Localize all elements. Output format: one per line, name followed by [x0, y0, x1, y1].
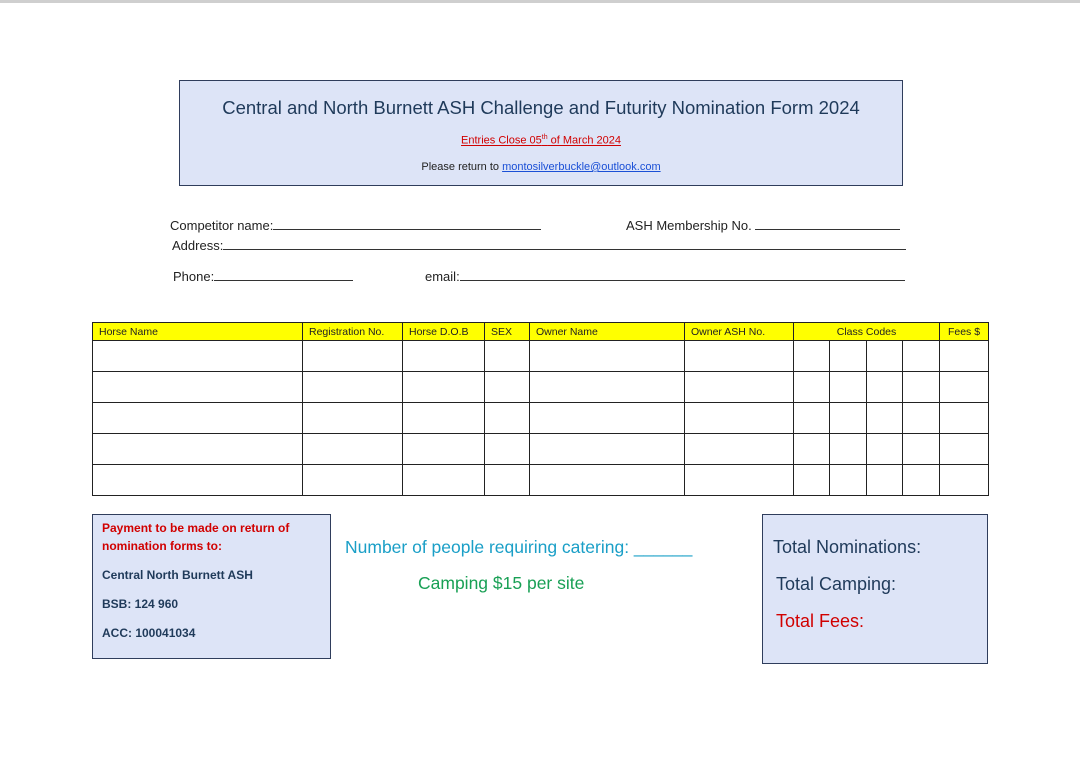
col-owner-name: Owner Name [530, 323, 685, 341]
table-cell[interactable] [93, 341, 303, 372]
table-cell[interactable] [403, 434, 485, 465]
table-cell[interactable] [93, 465, 303, 496]
table-cell[interactable] [93, 403, 303, 434]
table-cell[interactable] [830, 403, 867, 434]
table-cell[interactable] [830, 465, 867, 496]
table-cell[interactable] [303, 465, 403, 496]
col-sex: SEX [485, 323, 530, 341]
table-body [93, 341, 989, 496]
membership-field[interactable] [626, 216, 900, 233]
email-line[interactable] [460, 267, 905, 281]
table-cell[interactable] [485, 403, 530, 434]
table-cell[interactable] [830, 341, 867, 372]
table-row [93, 434, 989, 465]
phone-label: Phone: [173, 269, 215, 284]
table-cell[interactable] [903, 403, 940, 434]
col-fees: Fees $ [940, 323, 989, 341]
table-cell[interactable] [303, 372, 403, 403]
table-cell[interactable] [867, 341, 903, 372]
col-horse-name: Horse Name [93, 323, 303, 341]
entries-close-sup: th [541, 134, 548, 141]
table-cell[interactable] [93, 372, 303, 403]
phone-field[interactable] [173, 267, 353, 284]
table-cell[interactable] [867, 434, 903, 465]
table-cell[interactable] [794, 403, 830, 434]
table-header-row [93, 323, 989, 341]
membership-label: ASH Membership No. [626, 218, 752, 233]
table-row [93, 341, 989, 372]
table-cell[interactable] [685, 341, 794, 372]
horse-nomination-table [92, 322, 989, 496]
table-cell[interactable] [530, 434, 685, 465]
membership-line[interactable] [755, 216, 900, 230]
table-cell[interactable] [940, 372, 989, 403]
table-cell[interactable] [794, 434, 830, 465]
table-cell[interactable] [940, 465, 989, 496]
table-cell[interactable] [530, 372, 685, 403]
competitor-name-line[interactable] [273, 216, 541, 230]
return-instructions [180, 161, 902, 173]
table-cell[interactable] [940, 341, 989, 372]
return-label: Please return to [421, 161, 503, 173]
table-cell[interactable] [303, 434, 403, 465]
table-row [93, 403, 989, 434]
table-cell[interactable] [403, 465, 485, 496]
form-header [179, 80, 903, 186]
table-cell[interactable] [867, 372, 903, 403]
return-email-link[interactable]: montosilverbuckle@outlook.com [502, 161, 661, 173]
col-dob: Horse D.O.B [403, 323, 485, 341]
camping-price-note: Camping $15 per site [418, 573, 585, 593]
email-label: email: [425, 269, 460, 284]
table-row [93, 372, 989, 403]
entries-close-prefix: Entries Close 05 [461, 134, 542, 147]
totals-box [762, 514, 988, 664]
table-cell[interactable] [485, 434, 530, 465]
table-cell[interactable] [530, 403, 685, 434]
table-cell[interactable] [303, 341, 403, 372]
table-cell[interactable] [867, 403, 903, 434]
table-cell[interactable] [485, 372, 530, 403]
table-cell[interactable] [303, 403, 403, 434]
address-field[interactable] [172, 236, 906, 253]
form-title: Central and North Burnett ASH Challenge and Futurity Nomination Form 2024 [222, 97, 860, 118]
payment-details-box [92, 514, 331, 659]
entries-close-suffix: of March 2024 [547, 134, 621, 147]
table-cell[interactable] [93, 434, 303, 465]
table-cell[interactable] [530, 465, 685, 496]
payment-bsb: BSB: 124 960 [102, 597, 179, 611]
table-cell[interactable] [485, 465, 530, 496]
table-cell[interactable] [867, 465, 903, 496]
col-registration: Registration No. [303, 323, 403, 341]
payment-account-name: Central North Burnett ASH [102, 568, 253, 582]
payment-heading-line1: Payment to be made on return of [102, 521, 290, 535]
table-cell[interactable] [685, 465, 794, 496]
table-cell[interactable] [685, 434, 794, 465]
table-row [93, 465, 989, 496]
phone-line[interactable] [214, 267, 353, 281]
table-cell[interactable] [903, 465, 940, 496]
address-label: Address: [172, 238, 224, 253]
total-camping-label: Total Camping: [776, 574, 897, 594]
table-cell[interactable] [403, 341, 485, 372]
table-cell[interactable] [403, 372, 485, 403]
table-cell[interactable] [403, 403, 485, 434]
catering-count-field[interactable]: Number of people requiring catering: ______ [345, 537, 693, 557]
total-nominations-label: Total Nominations: [773, 537, 922, 557]
table-cell[interactable] [794, 465, 830, 496]
table-cell[interactable] [794, 372, 830, 403]
email-field[interactable] [425, 267, 905, 284]
entries-close-notice [180, 134, 902, 147]
top-border [0, 0, 1080, 3]
competitor-name-label: Competitor name: [170, 218, 274, 233]
table-cell[interactable] [830, 372, 867, 403]
col-owner-ash: Owner ASH No. [685, 323, 794, 341]
table-cell[interactable] [903, 341, 940, 372]
payment-heading-line2: nomination forms to: [102, 539, 222, 553]
table-cell[interactable] [830, 434, 867, 465]
table-cell[interactable] [940, 403, 989, 434]
table-cell[interactable] [903, 372, 940, 403]
table-cell[interactable] [903, 434, 940, 465]
table-cell[interactable] [685, 403, 794, 434]
col-class-codes: Class Codes [794, 323, 940, 341]
table-cell[interactable] [530, 341, 685, 372]
payment-acc: ACC: 100041034 [102, 626, 196, 640]
total-fees-label: Total Fees: [776, 611, 865, 631]
table-cell[interactable] [940, 434, 989, 465]
address-line[interactable] [223, 236, 906, 250]
table-cell[interactable] [794, 341, 830, 372]
table-cell[interactable] [685, 372, 794, 403]
table-cell[interactable] [485, 341, 530, 372]
competitor-name-field[interactable] [170, 216, 541, 233]
